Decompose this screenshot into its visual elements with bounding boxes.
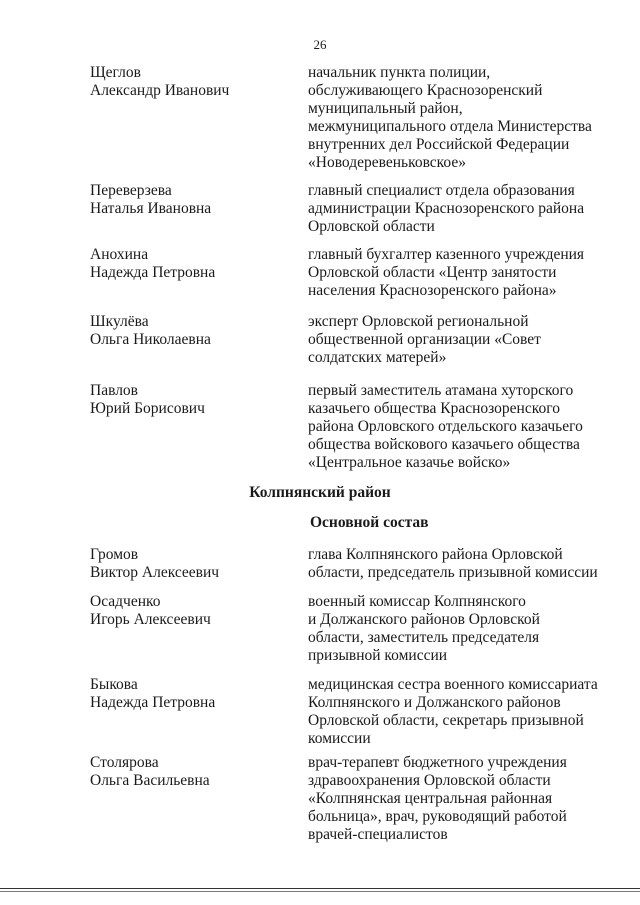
role-line: Орловской области, секретарь призывной (308, 712, 584, 729)
member-name (90, 593, 290, 629)
member-given-names: Надежда Петровна (90, 264, 216, 281)
role-line: района Орловского отдельского казачьего (308, 418, 583, 435)
role-line: Орловской области «Центр занятости (308, 264, 557, 281)
member-name (90, 313, 290, 349)
role-line: казачьего общества Краснозоренского (308, 400, 560, 417)
role-line: начальник пункта полиции, (308, 64, 491, 81)
role-line: общества войскового казачьего общества (308, 436, 580, 453)
page-number: 26 (313, 37, 327, 52)
page-bottom-edge (0, 888, 640, 889)
page-bottom-edge-shadow (0, 891, 640, 892)
member-surname: Шкулёва (90, 313, 149, 330)
role-line: военный комиссар Колпнянского (308, 593, 526, 610)
member-surname: Анохина (90, 246, 149, 263)
role-line: и Должанского районов Орловской (308, 611, 540, 628)
member-name (90, 754, 290, 790)
role-line: «Новодеревеньковское» (308, 154, 466, 171)
member-role (308, 313, 598, 367)
section-heading: Колпнянский район (249, 484, 391, 501)
member-given-names: Александр Иванович (90, 82, 230, 99)
role-line: межмуниципального отдела Министерства (308, 118, 592, 135)
member-role (308, 593, 598, 665)
member-name (90, 182, 290, 218)
role-line: врачей-специалистов (308, 826, 448, 843)
role-line: Орловской области (308, 218, 435, 235)
role-line: комиссии (308, 730, 371, 747)
member-surname: Быкова (90, 676, 138, 693)
member-role (308, 182, 598, 236)
member-name (90, 246, 290, 282)
role-line: медицинская сестра военного комиссариата (308, 676, 598, 693)
role-line: администрации Краснозоренского района (308, 200, 585, 217)
member-given-names: Юрий Борисович (90, 400, 205, 417)
member-surname: Павлов (90, 382, 138, 399)
role-line: внутренних дел Российской Федерации (308, 136, 570, 153)
role-line: призывной комиссии (308, 647, 448, 664)
role-line: солдатских матерей» (308, 349, 447, 366)
role-line: «Центральное казачье войско» (308, 454, 511, 471)
member-given-names: Наталья Ивановна (90, 200, 212, 217)
role-line: муниципальный район, (308, 100, 463, 117)
member-name (90, 382, 290, 418)
role-line: области, председатель призывной комиссии (308, 564, 598, 581)
member-surname: Столярова (90, 754, 159, 771)
role-line: первый заместитель атамана хуторского (308, 382, 574, 399)
role-line: области, заместитель председателя (308, 629, 540, 646)
role-line: общественной организации «Совет (308, 331, 541, 348)
member-given-names: Ольга Васильевна (90, 772, 210, 789)
member-role (308, 246, 598, 300)
member-name (90, 676, 290, 712)
member-given-names: Игорь Алексеевич (90, 611, 211, 628)
member-given-names: Надежда Петровна (90, 694, 216, 711)
role-line: главный бухгалтер казенного учреждения (308, 246, 585, 263)
role-line: эксперт Орловской региональной (308, 313, 529, 330)
member-name (90, 64, 290, 100)
role-line: врач-терапевт бюджетного учреждения (308, 754, 567, 771)
role-line: Колпнянского и Должанского районов (308, 694, 561, 711)
member-role (308, 382, 598, 472)
role-line: здравоохранения Орловской области (308, 772, 551, 789)
role-line: глава Колпнянского района Орловской (308, 546, 563, 563)
member-name (90, 546, 290, 582)
role-line: населения Краснозоренского района» (308, 282, 557, 299)
role-line: главный специалист отдела образования (308, 182, 575, 199)
member-role (308, 676, 598, 748)
member-role (308, 754, 598, 844)
role-line: больница», врач, руководящий работой (308, 808, 567, 825)
role-line: «Колпнянская центральная районная (308, 790, 553, 807)
member-surname: Щеглов (90, 64, 141, 81)
section-subheading: Основной состав (310, 514, 429, 531)
member-given-names: Виктор Алексеевич (90, 564, 220, 581)
member-surname: Переверзева (90, 182, 172, 199)
member-given-names: Ольга Николаевна (90, 331, 211, 348)
member-role (308, 64, 598, 172)
member-surname: Громов (90, 546, 139, 563)
role-line: обслуживающего Краснозоренский (308, 82, 543, 99)
member-surname: Осадченко (90, 593, 161, 610)
member-role (308, 546, 598, 582)
